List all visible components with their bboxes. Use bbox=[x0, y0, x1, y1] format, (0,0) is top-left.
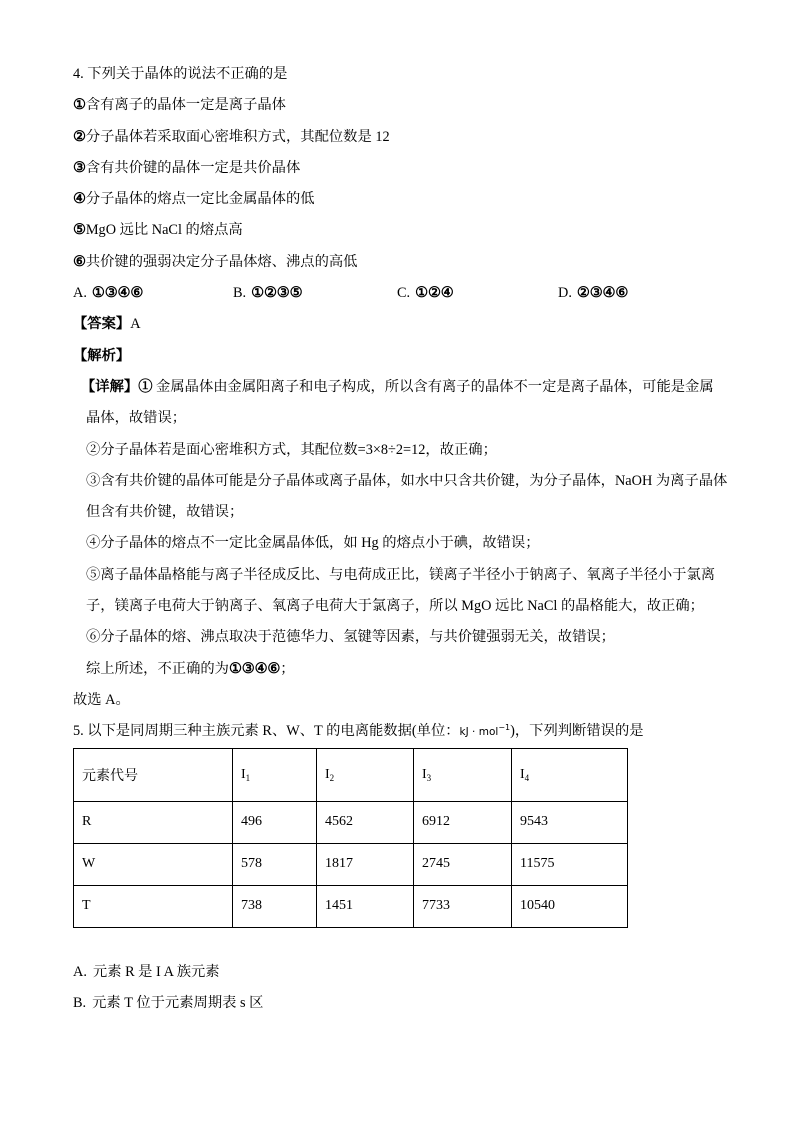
detail-line: ③含有共价键的晶体可能是分子晶体或离子晶体，如水中只含共价键，为分子晶体，NaOH 为离子晶体 bbox=[86, 472, 728, 489]
detail-line: ④分子晶体的熔点不一定比金属晶体低，如 Hg 的熔点小于碘，故错误； bbox=[86, 535, 540, 552]
table-row bbox=[74, 885, 628, 927]
value-cell: 578 bbox=[233, 843, 317, 885]
header-cell-i4 bbox=[512, 748, 628, 801]
header-cell-i3 bbox=[414, 748, 512, 801]
option-label: D. bbox=[558, 285, 572, 302]
unit-text: kJ · mol bbox=[459, 726, 499, 739]
question-5-options bbox=[73, 957, 753, 1020]
statement-marker: ② bbox=[73, 128, 86, 145]
detail-line: ⑥分子晶体的熔、沸点取决于范德华力、氢键等因素，与共价键强弱无关，故错误； bbox=[86, 629, 615, 646]
header-cell-i2 bbox=[317, 748, 414, 801]
option-c bbox=[397, 278, 454, 309]
statement-6 bbox=[73, 247, 753, 278]
value-cell: 2745 bbox=[414, 843, 512, 885]
statement-text: 含有离子的晶体一定是离子晶体 bbox=[85, 97, 286, 114]
option-value: ①③④⑥ bbox=[91, 285, 144, 302]
option-label: A. bbox=[73, 285, 87, 302]
table-row bbox=[74, 801, 628, 843]
answer-line bbox=[73, 309, 753, 340]
q5-option-b bbox=[73, 988, 753, 1019]
summary-markers: ①③④⑥ bbox=[228, 660, 281, 677]
header-sub: 1 bbox=[245, 772, 251, 783]
document-body bbox=[73, 59, 753, 1019]
q5-option-a bbox=[73, 957, 753, 988]
value-cell: 10540 bbox=[512, 885, 628, 927]
unit-exponent: −1 bbox=[498, 723, 511, 733]
value-cell: 4562 bbox=[317, 801, 414, 843]
statement-5 bbox=[73, 215, 753, 246]
question-5-stem bbox=[73, 716, 753, 747]
statement-text: 分子晶体若采取面心密堆积方式，其配位数是 12 bbox=[85, 128, 390, 145]
statement-text: 共价键的强弱决定分子晶体熔、沸点的高低 bbox=[85, 253, 358, 270]
stem-suffix: )，下列判断错误的是 bbox=[510, 723, 644, 740]
header-label: I bbox=[241, 766, 246, 782]
value-cell: 11575 bbox=[512, 843, 628, 885]
header-label: I bbox=[325, 766, 330, 782]
header-cell-element-code bbox=[74, 748, 233, 801]
value-cell: 7733 bbox=[414, 885, 512, 927]
statement-text: 分子晶体的熔点一定比金属晶体的低 bbox=[85, 191, 315, 208]
conclusion-line: 故选 A。 bbox=[73, 691, 130, 708]
header-sub: 2 bbox=[329, 772, 335, 783]
detail-line: ②分子晶体若是面心密堆积方式，其配位数=3×8÷2=12，故正确； bbox=[86, 441, 497, 458]
value-cell: 9543 bbox=[512, 801, 628, 843]
statement-marker: ⑥ bbox=[73, 253, 86, 270]
option-d bbox=[558, 278, 628, 309]
header-sub: 4 bbox=[524, 772, 530, 783]
statement-text: 含有共价键的晶体一定是共价晶体 bbox=[85, 159, 301, 176]
option-label: A. bbox=[73, 963, 87, 980]
statement-marker: ① bbox=[73, 97, 86, 114]
option-label: B. bbox=[73, 994, 87, 1011]
option-label: B. bbox=[233, 285, 247, 302]
summary-suffix: ； bbox=[280, 660, 295, 677]
detail-tag: 【详解】 bbox=[81, 378, 139, 395]
table-row bbox=[74, 843, 628, 885]
option-value: ①②③⑤ bbox=[251, 285, 303, 302]
element-code-cell: T bbox=[74, 885, 233, 927]
option-text: 元素 R 是 I A 族元素 bbox=[92, 963, 220, 980]
statement-2 bbox=[73, 122, 753, 153]
unit bbox=[459, 723, 511, 739]
detail-line: ⑤离子晶体晶格能与离子半径成反比、与电荷成正比，镁离子半径小于钠离子、氧离子半径小于氯离 bbox=[86, 566, 716, 583]
statement-text: MgO 远比 NaCl 的熔点高 bbox=[85, 222, 243, 239]
ionization-energy-table bbox=[73, 748, 628, 928]
header-label: I bbox=[520, 766, 525, 782]
detail-line-1 bbox=[73, 372, 753, 403]
detail-line: 子，镁离子电荷大于钠离子、氧离子电荷大于氯离子，所以 MgO 远比 NaCl 的晶格能大，故正确； bbox=[86, 598, 704, 615]
summary-prefix: 综上所述，不正确的为 bbox=[86, 660, 229, 677]
element-code-cell: W bbox=[74, 843, 233, 885]
table-header-row bbox=[74, 748, 628, 801]
answer-tag: 【答案】 bbox=[73, 316, 131, 333]
statement-marker: ④ bbox=[73, 191, 86, 208]
statement-marker: ③ bbox=[73, 159, 86, 176]
header-cell-i1 bbox=[233, 748, 317, 801]
statement-marker: ⑤ bbox=[73, 222, 86, 239]
option-a bbox=[73, 278, 143, 309]
question-4-stem: 4. 下列关于晶体的说法不正确的是 bbox=[73, 66, 288, 82]
value-cell: 6912 bbox=[414, 801, 512, 843]
detail-line: 晶体，故错误； bbox=[86, 410, 187, 427]
stem-prefix: 5. 以下是同周期三种主族元素 R、W、T 的电离能数据(单位： bbox=[73, 723, 460, 740]
value-cell: 738 bbox=[233, 885, 317, 927]
value-cell: 1817 bbox=[317, 843, 414, 885]
detail-text: 金属晶体由金属阳离子和电子构成，所以含有离子的晶体不一定是离子晶体，可能是金属 bbox=[152, 378, 714, 395]
value-cell: 496 bbox=[233, 801, 317, 843]
summary-line bbox=[73, 654, 753, 685]
detail-marker: ① bbox=[138, 378, 153, 395]
analysis-tag-text: 【解析】 bbox=[73, 347, 131, 364]
statement-1 bbox=[73, 90, 753, 121]
question-4-options bbox=[73, 278, 753, 309]
option-b bbox=[233, 278, 302, 309]
option-label: C. bbox=[397, 285, 411, 302]
statement-4 bbox=[73, 184, 753, 215]
detail-line: 但含有共价键，故错误； bbox=[86, 504, 244, 521]
option-text: 元素 T 位于元素周期表 s 区 bbox=[92, 994, 264, 1011]
option-value: ①②④ bbox=[415, 285, 454, 302]
answer-value: A bbox=[130, 316, 141, 333]
header-label: I bbox=[422, 766, 427, 782]
value-cell: 1451 bbox=[317, 885, 414, 927]
option-value: ②③④⑥ bbox=[576, 285, 629, 302]
header-label: 元素代号 bbox=[82, 768, 138, 784]
element-code-cell: R bbox=[74, 801, 233, 843]
header-sub: 3 bbox=[426, 772, 432, 783]
statement-3 bbox=[73, 153, 753, 184]
analysis-tag bbox=[73, 341, 753, 372]
